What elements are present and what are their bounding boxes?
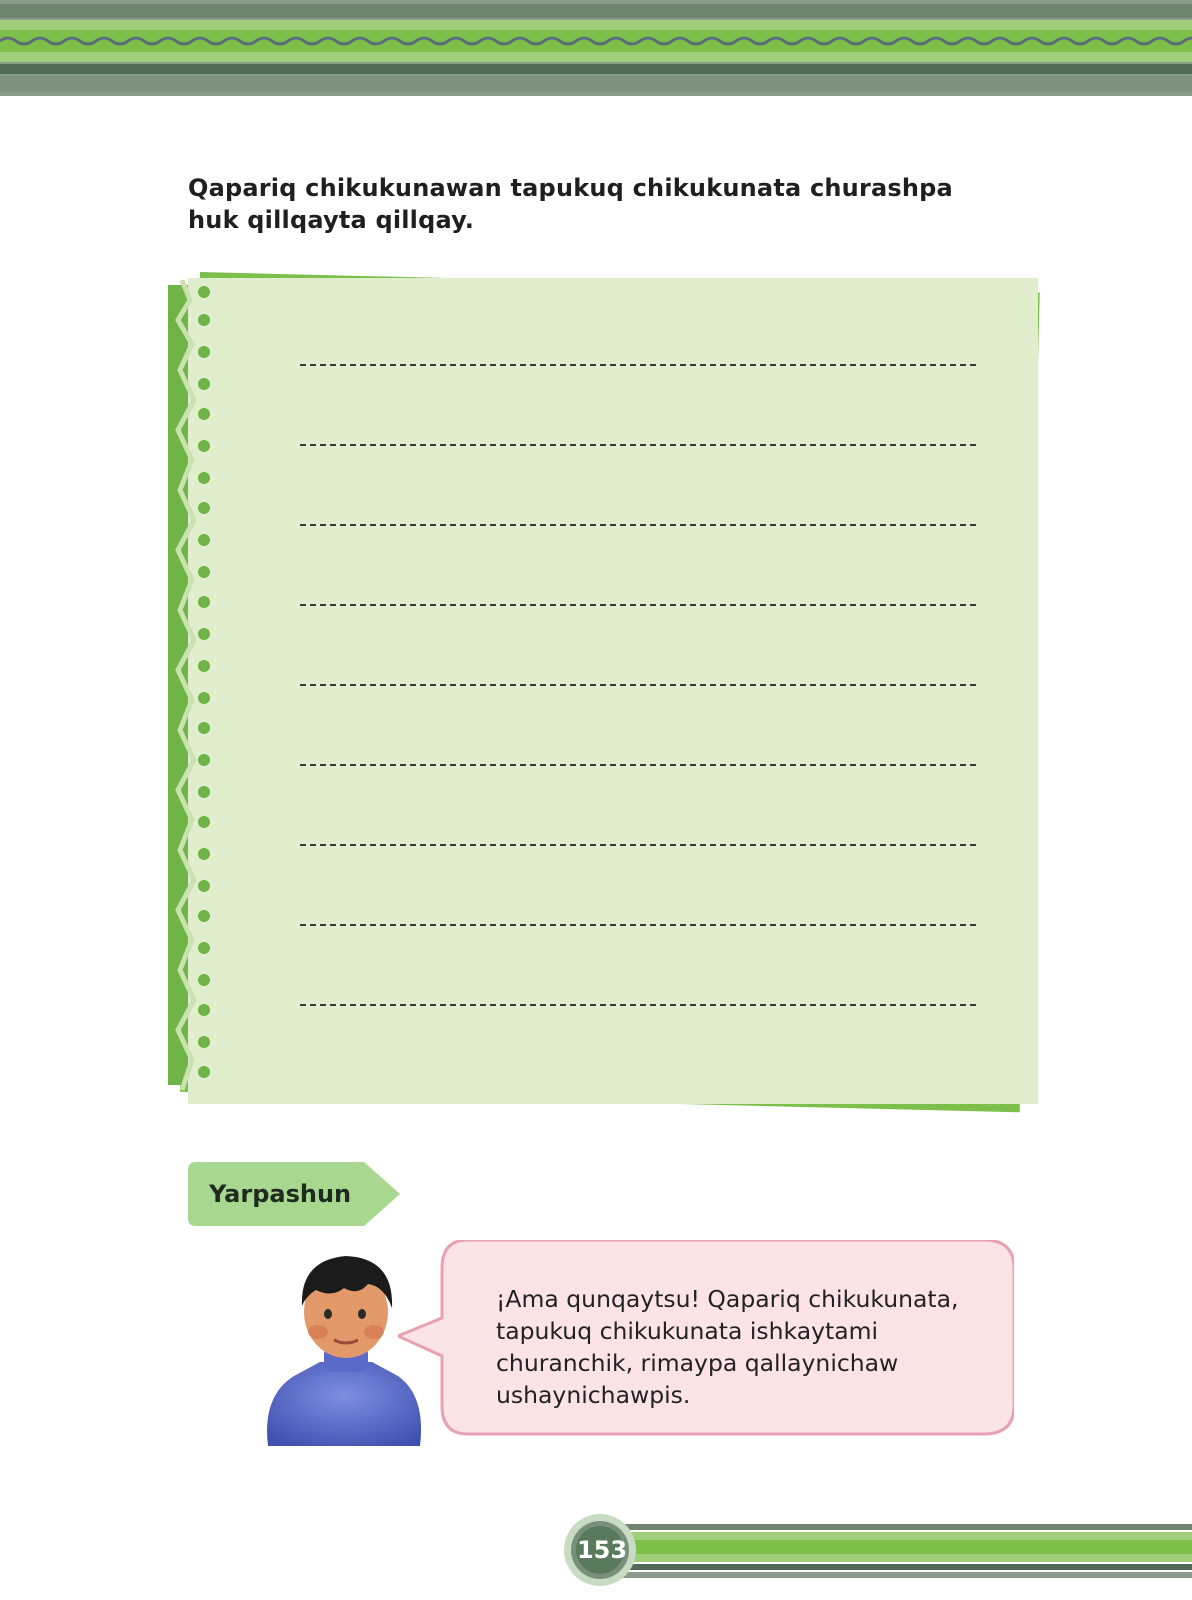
header-decorative-band [0, 0, 1192, 96]
writing-line[interactable] [300, 604, 976, 606]
writing-notepad [188, 278, 1038, 1104]
writing-line[interactable] [300, 524, 976, 526]
writing-line[interactable] [300, 444, 976, 446]
writing-line[interactable] [300, 844, 976, 846]
footer-decorative-band [600, 1518, 1192, 1582]
writing-line[interactable] [300, 764, 976, 766]
page-number: 153 [576, 1536, 628, 1564]
note-tag-label: Yarpashun [209, 1180, 352, 1208]
writing-line[interactable] [300, 684, 976, 686]
writing-line[interactable] [300, 1004, 976, 1006]
writing-line[interactable] [300, 364, 976, 366]
reminder-text: ¡Ama qunqaytsu! Qapariq chikukunata, tapukuq chikukunata ishkaytami churanchik, rimaypa qallaynichaw ushaynichawpis. [496, 1285, 959, 1409]
spiral-binding-icon [168, 280, 220, 1100]
instruction-text: Qapariq chikukunawan tapukuq chikukunata churashpa huk qillqayta qillqay. [188, 174, 953, 234]
writing-line[interactable] [300, 924, 976, 926]
